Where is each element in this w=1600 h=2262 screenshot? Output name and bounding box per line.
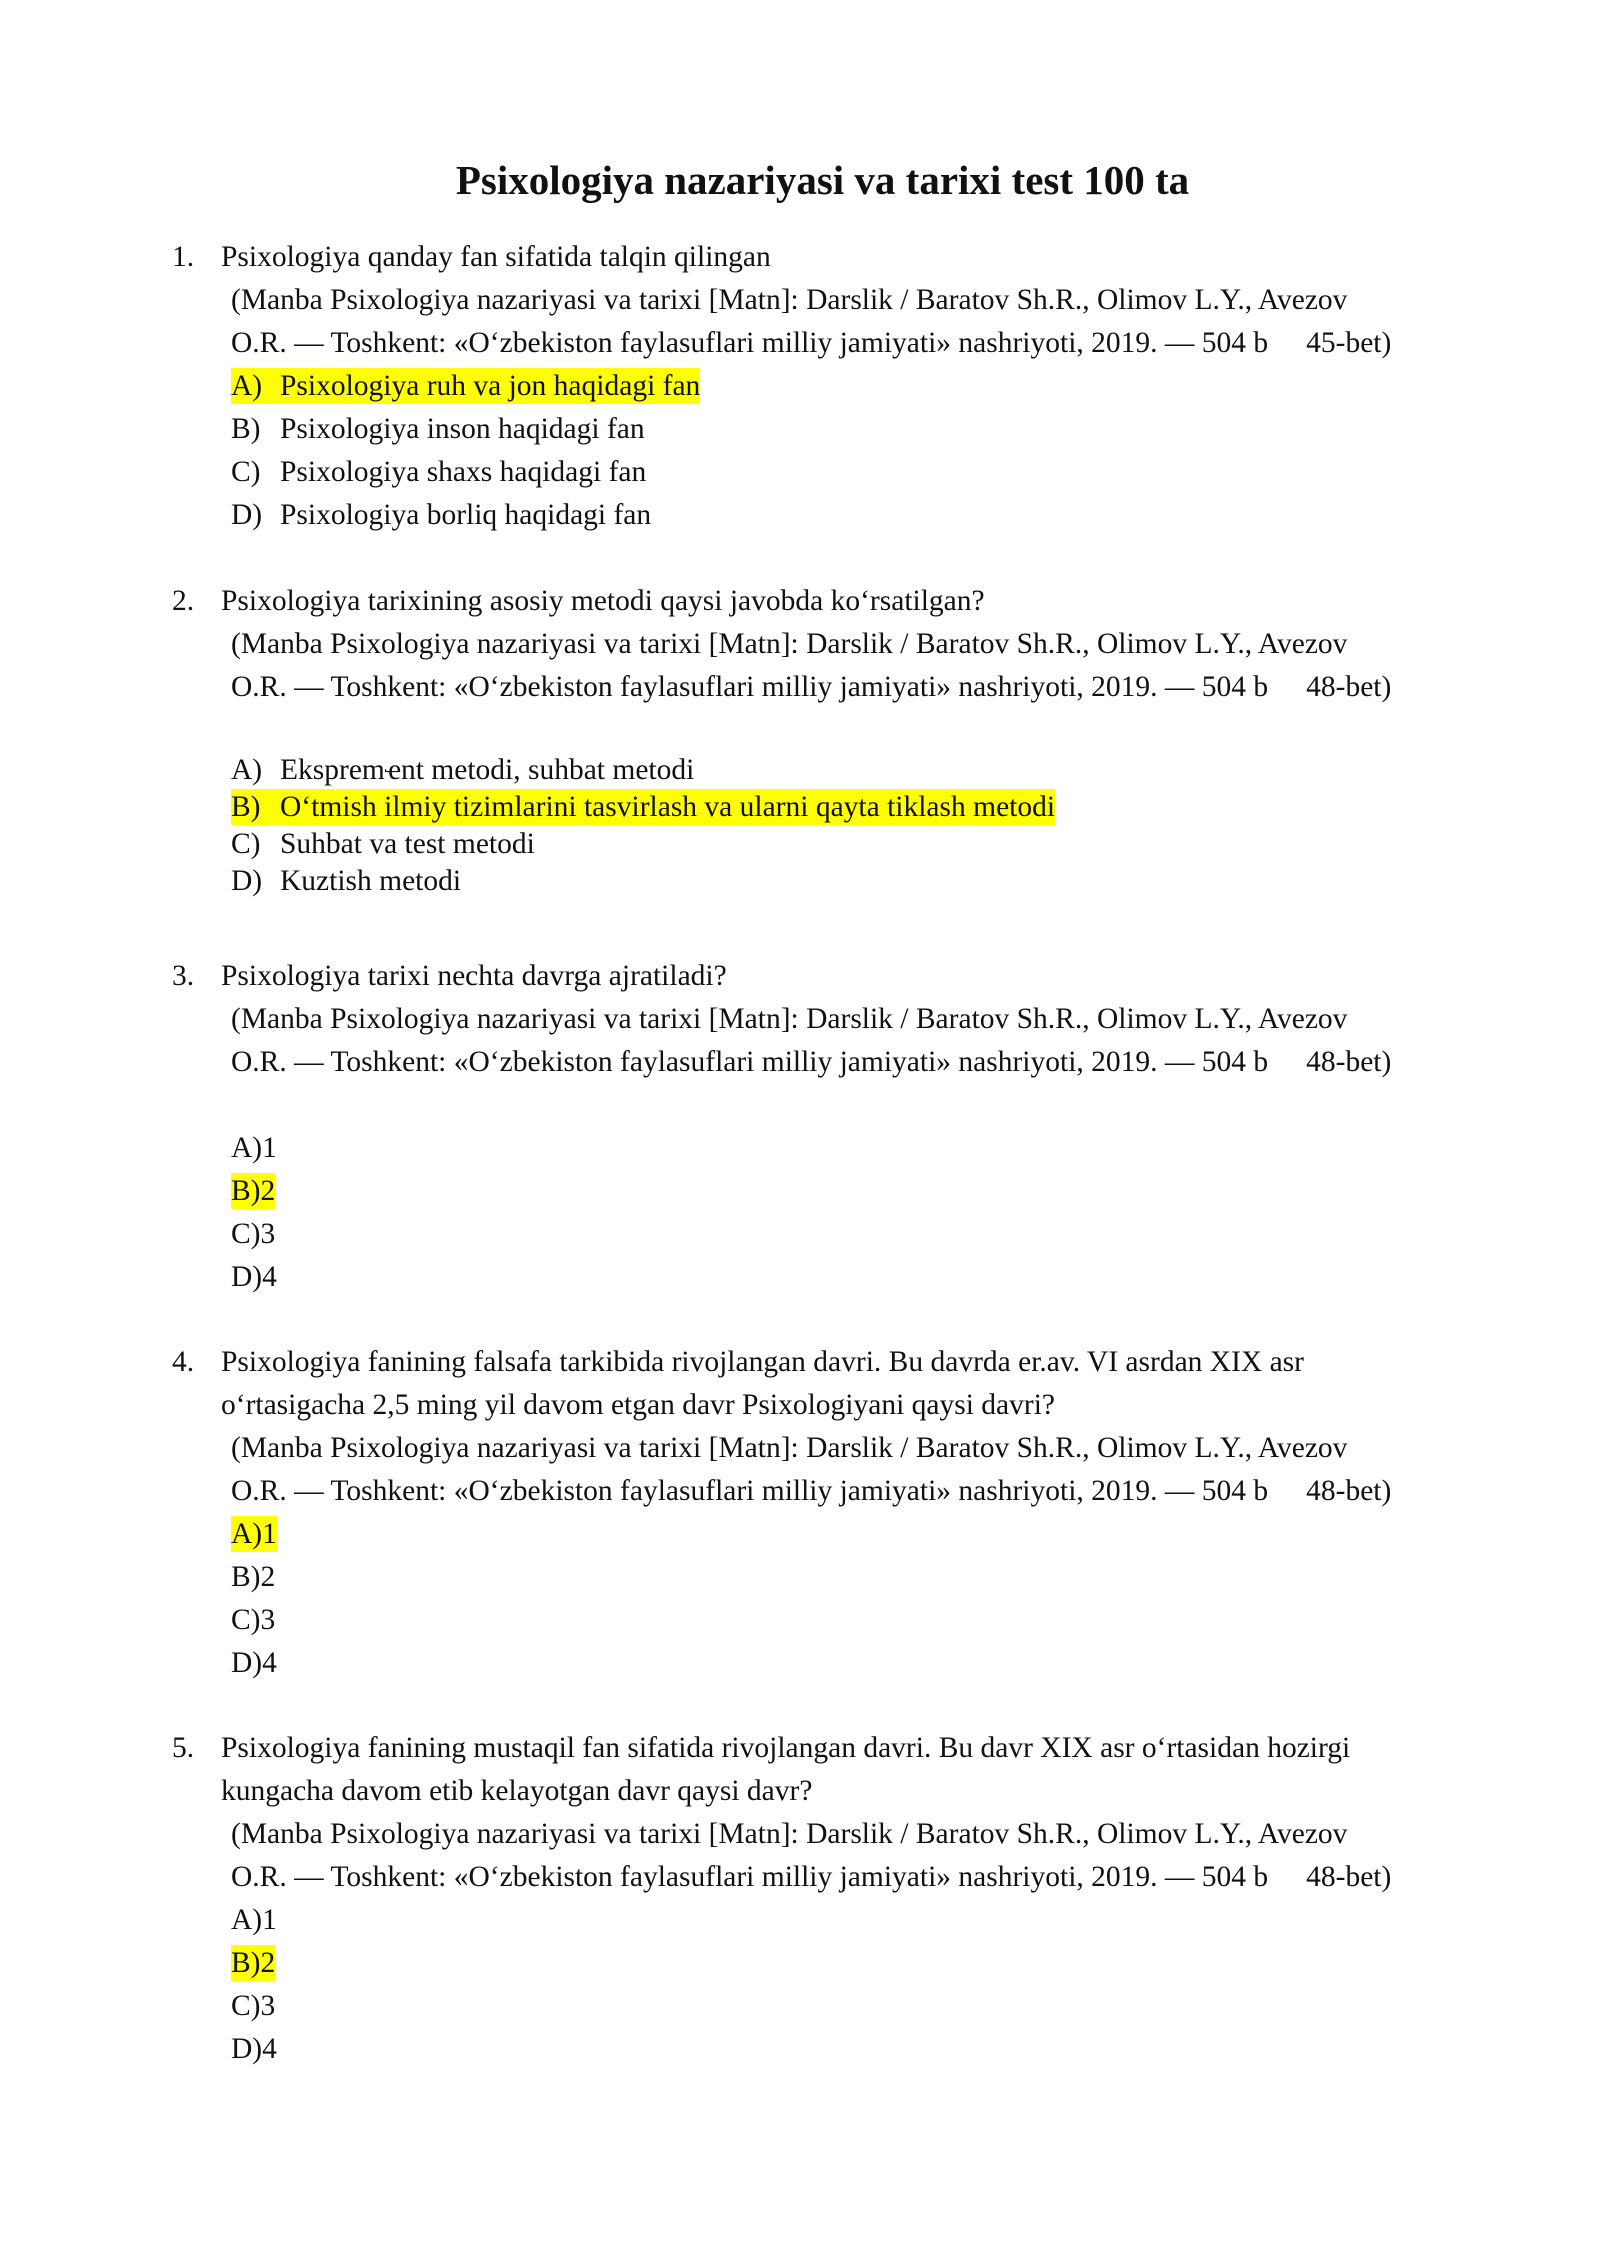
correct-answer-highlight: B) O‘tmish ilmiy tizimlarini tasvirlash va ularni qayta tiklash metodi <box>231 791 1056 823</box>
answer-options <box>172 365 1512 537</box>
correct-answer-highlight: A) Psixologiya ruh va jon haqidagi fan <box>231 370 701 402</box>
question-number: 5. <box>172 1732 195 1764</box>
question-text: 5. Psixologiya fanining mustaqil fan sifatida rivojlangan davri. Bu davr XIX asr o‘rtasidan hozirgi kungacha davom etib kelayotgan davr qaysi davr? <box>172 1727 1512 1813</box>
option-d: D) Kuztish metodi <box>231 865 462 897</box>
question-text: 4. Psixologiya fanining falsafa tarkibida rivojlangan davri. Bu davrda er.av. VI asrdan XIX asr o‘rtasigacha 2,5 ming yil davom etgan davr Psixologiyani qaysi davri? <box>172 1341 1512 1427</box>
answer-options <box>172 1513 1512 1685</box>
option-c: C)3 <box>231 1990 276 2022</box>
option-a <box>231 1513 1512 1556</box>
option-b: B)2 <box>231 1561 276 1593</box>
question-2 <box>172 580 1512 900</box>
question-text: 2. Psixologiya tarixining asosiy metodi qaysi javobda ko‘rsatilgan? <box>172 580 1512 623</box>
option-c: C) Psixologiya shaxs haqidagi fan <box>231 456 647 488</box>
question-number: 4. <box>172 1346 195 1378</box>
option-c: C) Suhbat va test metodi <box>231 828 535 860</box>
source-citation: (Manba Psixologiya nazariyasi va tarixi [Matn]: Darslik / Baratov Sh.R., Olimov L.Y., Avezov O.R. — Toshkent: «O‘zbekiston faylasuflari milliy jamiyati» nashriyoti, 2019. — 504 b 48-bet) <box>231 628 1392 703</box>
option-d: D)4 <box>231 1647 277 1679</box>
question-4 <box>172 1341 1512 1685</box>
source-page: 48-bet) <box>1306 1046 1392 1078</box>
option-c: C)3 <box>231 1218 276 1250</box>
source-citation: (Manba Psixologiya nazariyasi va tarixi [Matn]: Darslik / Baratov Sh.R., Olimov L.Y., Avezov O.R. — Toshkent: «O‘zbekiston faylasuflari milliy jamiyati» nashriyoti, 2019. — 504 b 48-bet) <box>231 1818 1392 1893</box>
option-d: D) Psixologiya borliq haqidagi fan <box>231 499 652 531</box>
question-5 <box>172 1727 1512 2071</box>
source-citation: (Manba Psixologiya nazariyasi va tarixi [Matn]: Darslik / Baratov Sh.R., Olimov L.Y., Avezov O.R. — Toshkent: «O‘zbekiston faylasuflari milliy jamiyati» nashriyoti, 2019. — 504 b 48-bet) <box>231 1003 1392 1078</box>
question-3 <box>172 955 1512 1299</box>
source-page: 45-bet) <box>1306 327 1392 359</box>
answer-options <box>172 1127 1512 1299</box>
correct-answer-highlight: A)1 <box>231 1518 277 1550</box>
option-d: D)4 <box>231 1261 277 1293</box>
option-a: A)1 <box>231 1132 277 1164</box>
answer-options <box>172 752 1512 900</box>
option-a: A)1 <box>231 1904 277 1936</box>
option-b <box>231 1942 1512 1985</box>
correct-answer-highlight: B)2 <box>231 1947 276 1979</box>
option-a: A) Ekspremҽnt metodi, suhbat metodi <box>231 754 695 786</box>
option-c: C)3 <box>231 1604 276 1636</box>
source-page: 48-bet) <box>1306 1475 1392 1507</box>
question-number: 3. <box>172 960 195 992</box>
option-d: D)4 <box>231 2033 277 2065</box>
question-text: 3. Psixologiya tarixi nechta davrga ajratiladi? <box>172 955 1512 998</box>
question-number: 2. <box>172 585 195 617</box>
source-citation: (Manba Psixologiya nazariyasi va tarixi [Matn]: Darslik / Baratov Sh.R., Olimov L.Y., Avezov O.R. — Toshkent: «O‘zbekiston faylasuflari milliy jamiyati» nashriyoti, 2019. — 504 b 45-bet) <box>231 284 1392 359</box>
option-b <box>231 1170 1512 1213</box>
source-citation: (Manba Psixologiya nazariyasi va tarixi [Matn]: Darslik / Baratov Sh.R., Olimov L.Y., Avezov O.R. — Toshkent: «O‘zbekiston faylasuflari milliy jamiyati» nashriyoti, 2019. — 504 b 48-bet) <box>231 1432 1392 1507</box>
option-a <box>231 365 1512 408</box>
question-1 <box>172 236 1512 537</box>
correct-answer-highlight: B)2 <box>231 1175 276 1207</box>
source-page: 48-bet) <box>1306 671 1392 703</box>
option-b: B) Psixologiya inson haqidagi fan <box>231 413 645 445</box>
document-title: Psixologiya nazariyasi va tarixi test 100 ta <box>455 157 1190 203</box>
question-text: 1. Psixologiya qanday fan sifatida talqin qilingan <box>172 236 1512 279</box>
answer-options <box>172 1899 1512 2071</box>
question-number: 1. <box>172 241 195 273</box>
option-b <box>231 789 1512 826</box>
source-page: 48-bet) <box>1306 1861 1392 1893</box>
